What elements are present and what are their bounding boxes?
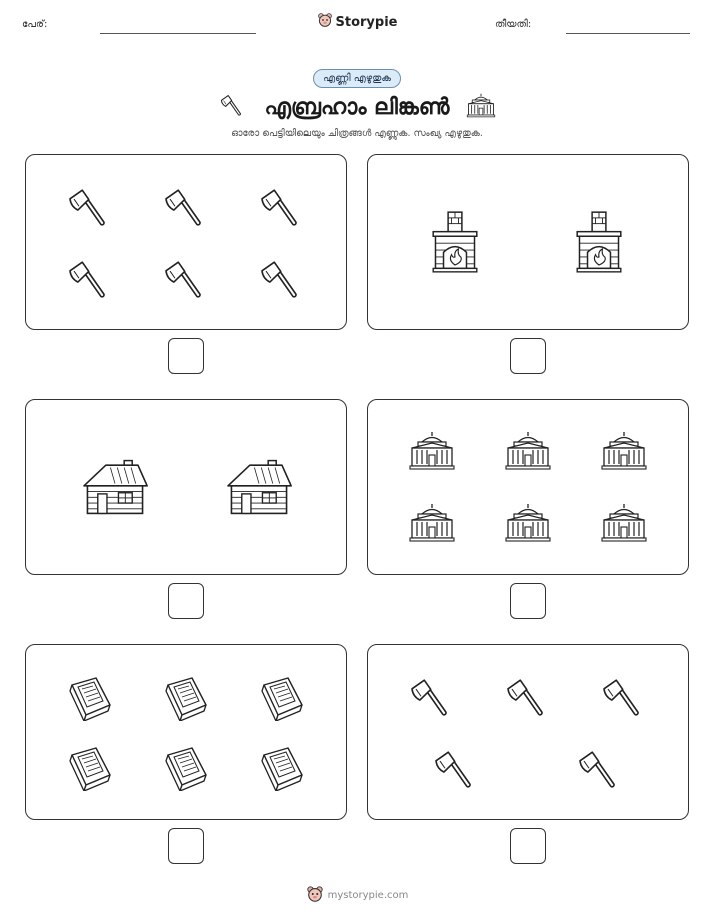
axe-icon	[258, 253, 308, 305]
count-card-axe-2	[367, 644, 689, 820]
date-label: തീയതി:	[495, 19, 532, 30]
log-cabin-icon	[224, 456, 294, 518]
answer-box[interactable]	[510, 338, 546, 374]
axe-icon	[162, 181, 212, 233]
axe-icon	[218, 90, 248, 124]
log-cabin-icon	[80, 456, 150, 518]
axe-icon	[66, 253, 116, 305]
storypie-mascot-icon	[317, 12, 333, 32]
name-field-line[interactable]	[100, 33, 256, 34]
axe-icon	[432, 743, 482, 795]
footer-url[interactable]: mystorypie.com	[327, 890, 409, 901]
book-icon	[162, 745, 210, 791]
capitol-building-icon	[466, 91, 496, 123]
capitol-building-icon	[600, 430, 648, 470]
answer-box[interactable]	[510, 583, 546, 619]
book-icon	[258, 675, 306, 721]
capitol-building-icon	[408, 502, 456, 542]
count-card-axe	[25, 154, 347, 330]
capitol-building-icon	[600, 502, 648, 542]
date-field-line[interactable]	[566, 33, 690, 34]
axe-icon	[504, 671, 554, 723]
capitol-building-icon	[504, 502, 552, 542]
axe-icon	[258, 181, 308, 233]
count-card-capitol-building	[367, 399, 689, 575]
name-label: പേര്:	[22, 19, 48, 30]
capitol-building-icon	[408, 430, 456, 470]
capitol-building-icon	[504, 430, 552, 470]
instruction-text: ഓരോ പെട്ടിയിലെയും ചിത്രങ്ങൾ എണ്ണുക. സംഖ്യ എഴുതുക.	[231, 128, 483, 139]
storypie-mascot-icon	[306, 885, 324, 906]
count-card-fireplace	[367, 154, 689, 330]
book-icon	[66, 745, 114, 791]
book-icon	[162, 675, 210, 721]
answer-box[interactable]	[510, 828, 546, 864]
book-icon	[258, 745, 306, 791]
fireplace-icon	[432, 211, 478, 273]
answer-box[interactable]	[168, 828, 204, 864]
fireplace-icon	[576, 211, 622, 273]
brand-name: Storypie	[335, 14, 398, 30]
axe-icon	[162, 253, 212, 305]
answer-box[interactable]	[168, 583, 204, 619]
book-icon	[66, 675, 114, 721]
title-row	[0, 90, 714, 124]
count-card-book	[25, 644, 347, 820]
axe-icon	[408, 671, 458, 723]
answer-box[interactable]	[168, 338, 204, 374]
axe-icon	[66, 181, 116, 233]
axe-icon	[600, 671, 650, 723]
axe-icon	[576, 743, 626, 795]
brand-logo	[0, 12, 714, 32]
count-card-log-cabin	[25, 399, 347, 575]
worksheet-title: എബ്രഹാം ലിങ്കൺ	[264, 94, 450, 120]
footer	[0, 885, 714, 907]
activity-badge: എണ്ണി എഴുതുക	[313, 69, 401, 88]
